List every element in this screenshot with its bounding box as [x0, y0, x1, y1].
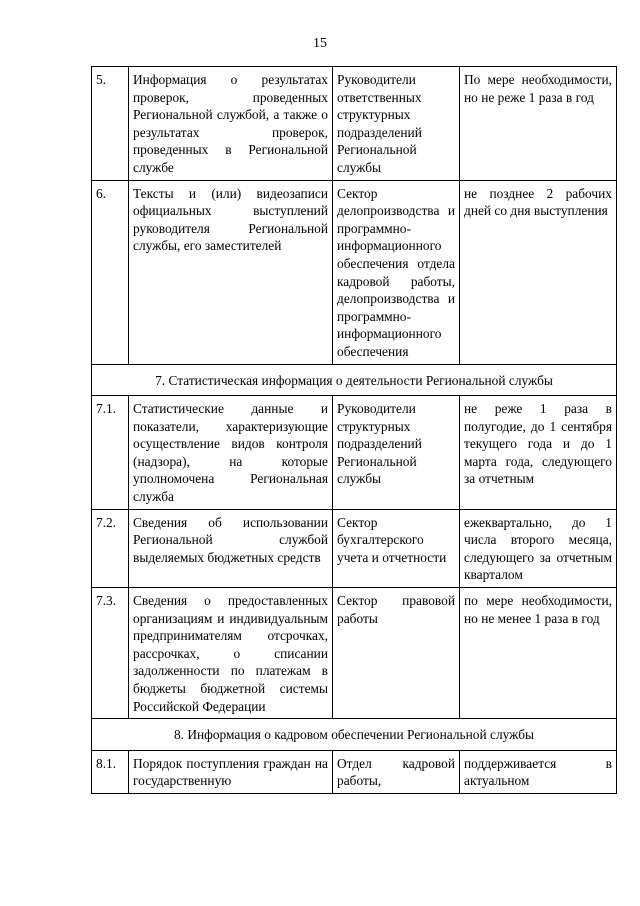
responsible-cell: Сектор правовой работы [333, 588, 460, 719]
section-header-row [92, 719, 617, 751]
page-number: 15 [313, 36, 327, 51]
term-cell: По мере необходимости, но не реже 1 раза в год [460, 67, 617, 181]
responsible-cell: Сектор делопроизводства и программно-информационного обеспечения отдела кадровой работы, делопроизводства и программно-информационного обеспечения [333, 180, 460, 364]
responsible-cell: Отдел кадровой работы, [333, 750, 460, 793]
row-number: 7.3. [92, 588, 129, 719]
table-row [92, 750, 617, 793]
section-title: 8. Информация о кадровом обеспечении Региональной службы [92, 719, 617, 751]
responsible-cell: Руководители структурных подразделений Региональной службы [333, 396, 460, 510]
info-cell: Сведения о предоставленных организациям и индивидуальным предпринимателям отсрочках, рассрочках, о списании задолженности по платежам в бюджеты бюджетной системы Российской Федерации [129, 588, 333, 719]
info-cell: Информация о результатах проверок, проведенных Региональной службой, а также о результатах проверок, проведенных в Региональной службе [129, 67, 333, 181]
row-number: 6. [92, 180, 129, 364]
row-number: 7.2. [92, 509, 129, 587]
term-cell: не позднее 2 рабочих дней со дня выступления [460, 180, 617, 364]
row-number: 8.1. [92, 750, 129, 793]
table-row [92, 396, 617, 510]
info-cell: Тексты и (или) видеозаписи официальных выступлений руководителя Региональной службы, его заместителей [129, 180, 333, 364]
term-cell: не реже 1 раза в полугодие, до 1 сентября текущего года и до 1 марта года, следующего за отчетным [460, 396, 617, 510]
table-row [92, 67, 617, 181]
term-cell: поддерживается в актуальном [460, 750, 617, 793]
section-header-row [92, 364, 617, 396]
table-row [92, 180, 617, 364]
row-number: 7.1. [92, 396, 129, 510]
row-number: 5. [92, 67, 129, 181]
responsible-cell: Сектор бухгалтерского учета и отчетности [333, 509, 460, 587]
responsible-cell: Руководители ответственных структурных подразделений Региональной службы [333, 67, 460, 181]
info-cell: Статистические данные и показатели, характеризующие осуществление видов контроля (надзора), на которые уполномочена Региональная служба [129, 396, 333, 510]
table-row [92, 509, 617, 587]
info-cell: Сведения об использовании Региональной службой выделяемых бюджетных средств [129, 509, 333, 587]
info-cell: Порядок поступления граждан на государственную [129, 750, 333, 793]
table-row [92, 588, 617, 719]
section-title: 7. Статистическая информация о деятельности Региональной службы [92, 364, 617, 396]
term-cell: ежеквартально, до 1 числа второго месяца, следующего за отчетным кварталом [460, 509, 617, 587]
disclosure-table [91, 66, 617, 794]
term-cell: по мере необходимости, но не менее 1 раза в год [460, 588, 617, 719]
